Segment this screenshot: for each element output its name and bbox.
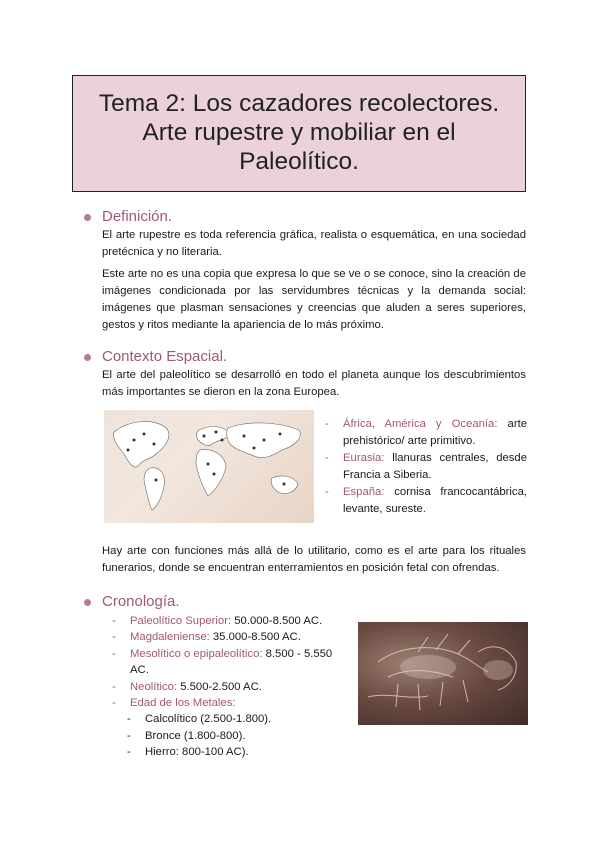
dash-icon: -	[127, 746, 131, 759]
list-item-label: Eurasia:	[343, 452, 385, 464]
contexto-paragraph-1: El arte del paleolítico se desarrolló en todo el planeta aunque los descubrimientos más importantes se dieron en la zona Europea.	[102, 369, 526, 398]
list-item	[325, 450, 527, 484]
list-item-label: Mesolítico o epipaleolítico:	[130, 647, 263, 660]
dash-icon: -	[112, 631, 116, 644]
cave-painting-image	[358, 622, 528, 725]
section-heading: Cronología.	[102, 593, 180, 610]
contexto-paragraph-2: Hay arte con funciones más allá de lo utilitario, como es el arte para los rituales funerarios, donde se encuentran enterramientos en posición fetal con ofrendas.	[102, 545, 526, 574]
list-item	[325, 416, 527, 450]
list-item-label: Edad de los Metales:	[130, 697, 236, 710]
definicion-paragraph-2: Este arte no es una copia que expresa lo que se ve o se conoce, sino la creación de imágenes condicionada por las servidumbres técnicas y la demanda social: imágenes que plasman sensaciones y creencias que aluden a seres superiores, gestos y ritos mediante la apariencia de lo más próximo.	[102, 268, 526, 331]
list-item	[112, 679, 352, 695]
dash-icon: -	[127, 713, 131, 726]
dash-icon: -	[112, 680, 116, 693]
dash-icon: -	[112, 615, 116, 627]
definicion-paragraph-1: El arte rupestre es toda referencia gráfica, realista o esquemática, en una sociedad pretécnica y no literaria.	[102, 229, 526, 258]
list-item-label: África, América y Oceanía:	[343, 418, 498, 430]
sub-list-item-text: Bronce (1.800-800).	[145, 729, 246, 742]
list-item-label: Magdaleniense:	[130, 631, 210, 644]
dash-icon: -	[112, 647, 116, 660]
dash-icon: -	[325, 418, 329, 430]
list-item	[325, 484, 527, 518]
list-item-text: 50.000-8.500 AC.	[231, 615, 323, 627]
list-item	[112, 613, 352, 629]
title-line-1: Tema 2: Los cazadores recolectores.	[98, 90, 500, 117]
list-item-text: llanuras centrales, desde Francia a Siberia.	[343, 452, 527, 481]
dash-icon: -	[325, 452, 329, 464]
world-map-image	[104, 410, 314, 523]
list-item	[112, 629, 352, 645]
list-item	[112, 695, 352, 711]
list-item-text: cornisa francocantábrica, levante, sureste.	[343, 486, 527, 515]
sub-list-item	[112, 744, 352, 760]
cave-painting-graphic	[358, 622, 528, 725]
list-item-label: España:	[343, 486, 385, 498]
list-item-text: 35.000-8.500 AC.	[209, 631, 301, 644]
page-title	[73, 89, 525, 176]
bullet-icon	[84, 214, 91, 221]
sub-list-item	[112, 728, 352, 744]
title-box	[72, 75, 526, 192]
list-item	[112, 646, 352, 679]
title-line-2: Arte rupestre y mobiliar en el	[142, 119, 456, 146]
sub-list-item-text: Calcolítico (2.500-1.800).	[145, 713, 272, 726]
list-item-label: Neolítico:	[130, 680, 178, 693]
sub-list-item	[112, 711, 352, 727]
dash-icon: -	[325, 486, 329, 498]
title-line-3: Paleolítico.	[239, 148, 359, 175]
list-item-text: 5.500-2.500 AC.	[177, 680, 262, 693]
list-item-text: 8.500 - 5.550 AC.	[130, 647, 333, 677]
dash-icon: -	[112, 697, 116, 710]
bullet-icon	[84, 599, 91, 606]
list-item-text: arte prehistórico/ arte primitivo.	[343, 418, 528, 447]
list-item-label: Paleolítico Superior:	[130, 615, 232, 627]
world-map-graphic	[104, 410, 314, 523]
section-heading: Contexto Espacial.	[102, 348, 228, 365]
section-heading: Definición.	[102, 208, 173, 225]
cronologia-list	[112, 613, 352, 761]
sub-list-item-text: Hierro: 800-100 AC).	[145, 746, 249, 759]
bullet-icon	[84, 354, 91, 361]
contexto-list	[325, 416, 527, 518]
dash-icon: -	[127, 729, 131, 742]
